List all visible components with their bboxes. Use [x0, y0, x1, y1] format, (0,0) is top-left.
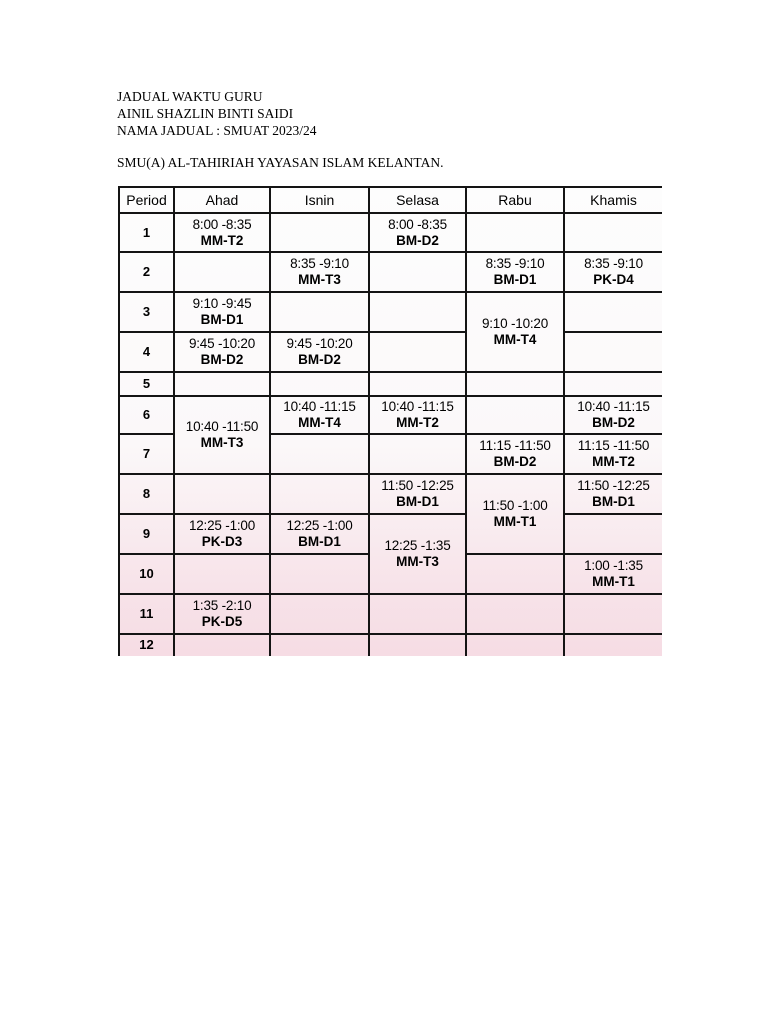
slot-time: 10:40 -11:15	[283, 399, 356, 414]
table-row	[119, 372, 662, 396]
slot-khamis-7	[564, 434, 662, 474]
empty-slot	[270, 292, 369, 332]
table-row	[119, 474, 662, 514]
slot-khamis-8	[564, 474, 662, 514]
empty-slot	[369, 332, 466, 372]
slot-class: BM-D1	[592, 494, 635, 509]
slot-class: MM-T2	[200, 232, 244, 248]
slot-class: BM-D2	[200, 352, 244, 367]
document-header	[117, 88, 317, 139]
empty-slot	[466, 634, 564, 656]
table-row	[119, 514, 662, 554]
slot-ahad-9	[174, 514, 270, 554]
document-title: JADUAL WAKTU GURU	[117, 89, 263, 104]
empty-slot	[564, 372, 662, 396]
slot-ahad-4	[174, 332, 270, 372]
empty-slot	[564, 634, 662, 656]
slot-time: 11:50 -12:25	[381, 478, 454, 493]
slot-rabu-3	[466, 292, 564, 372]
empty-slot	[564, 332, 662, 372]
slot-ahad-1	[174, 213, 270, 252]
slot-selasa-8	[369, 474, 466, 514]
slot-class: BM-D2	[493, 454, 537, 469]
empty-slot	[564, 213, 662, 252]
empty-slot	[174, 372, 270, 396]
slot-time: 10:40 -11:15	[381, 399, 454, 414]
slot-isnin-2	[270, 252, 369, 292]
col-header-isnin: Isnin	[270, 187, 369, 213]
slot-time: 11:15 -11:50	[577, 438, 650, 453]
period-number: 12	[119, 634, 174, 656]
slot-time: 8:00 -8:35	[192, 216, 252, 232]
table-row	[119, 292, 662, 332]
empty-slot	[270, 594, 369, 634]
slot-class: MM-T2	[592, 454, 635, 469]
empty-slot	[466, 372, 564, 396]
slot-time: 12:25 -1:00	[286, 518, 353, 533]
col-header-ahad: Ahad	[174, 187, 270, 213]
slot-class: MM-T3	[200, 435, 244, 450]
slot-class: MM-T3	[396, 554, 439, 569]
slot-class: BM-D1	[298, 534, 341, 549]
empty-slot	[564, 514, 662, 554]
slot-time: 11:50 -1:00	[482, 498, 548, 513]
table-row	[119, 594, 662, 634]
period-number: 2	[119, 252, 174, 292]
table-row	[119, 252, 662, 292]
slot-time: 12:25 -1:00	[188, 518, 256, 533]
slot-ahad-11	[174, 594, 270, 634]
slot-ahad-3	[174, 292, 270, 332]
col-header-rabu: Rabu	[466, 187, 564, 213]
slot-class: MM-T4	[493, 332, 537, 347]
table-row	[119, 396, 662, 434]
slot-selasa-6	[369, 396, 466, 434]
empty-slot	[369, 634, 466, 656]
slot-rabu-8	[466, 474, 564, 554]
empty-slot	[369, 252, 466, 292]
slot-rabu-2	[466, 252, 564, 292]
slot-class: BM-D2	[592, 415, 635, 430]
schedule-name: NAMA JADUAL : SMUAT 2023/24	[117, 123, 317, 138]
empty-slot	[174, 474, 270, 514]
slot-isnin-4	[270, 332, 369, 372]
empty-slot	[174, 634, 270, 656]
period-number: 4	[119, 332, 174, 372]
slot-ahad-6	[174, 396, 270, 474]
slot-class: BM-D1	[396, 494, 439, 509]
empty-slot	[369, 292, 466, 332]
slot-class: BM-D1	[493, 272, 537, 287]
slot-isnin-6	[270, 396, 369, 434]
slot-rabu-7	[466, 434, 564, 474]
school-name: SMU(A) AL-TAHIRIAH YAYASAN ISLAM KELANTAN.	[117, 155, 444, 170]
slot-khamis-10	[564, 554, 662, 594]
period-number: 1	[119, 213, 174, 252]
empty-slot	[270, 372, 369, 396]
empty-slot	[270, 213, 369, 252]
empty-slot	[564, 594, 662, 634]
slot-time: 9:10 -9:45	[192, 296, 252, 311]
slot-time: 11:50 -12:25	[577, 478, 650, 493]
empty-slot	[466, 396, 564, 434]
col-header-selasa: Selasa	[369, 187, 466, 213]
table-row	[119, 634, 662, 656]
slot-class: PK-D3	[201, 534, 243, 549]
empty-slot	[369, 594, 466, 634]
slot-khamis-6	[564, 396, 662, 434]
period-number: 9	[119, 514, 174, 554]
slot-class: BM-D2	[298, 352, 341, 367]
period-number: 11	[119, 594, 174, 634]
slot-class: BM-D1	[200, 312, 244, 327]
empty-slot	[270, 434, 369, 474]
timetable-scan	[118, 186, 662, 656]
slot-time: 8:35 -9:10	[485, 256, 545, 271]
slot-time: 9:10 -10:20	[481, 316, 549, 331]
slot-time: 1:35 -2:10	[192, 598, 252, 613]
period-number: 8	[119, 474, 174, 514]
slot-class: MM-T1	[592, 574, 635, 589]
teacher-name: AINIL SHAZLIN BINTI SAIDI	[117, 106, 294, 121]
empty-slot	[466, 594, 564, 634]
empty-slot	[466, 213, 564, 252]
col-header-period: Period	[119, 187, 174, 213]
slot-class: MM-T4	[298, 415, 341, 430]
period-number: 7	[119, 434, 174, 474]
slot-time: 9:45 -10:20	[188, 336, 256, 351]
slot-khamis-2	[564, 252, 662, 292]
slot-time: 9:45 -10:20	[286, 336, 353, 351]
slot-class: MM-T3	[298, 272, 341, 287]
slot-time: 12:25 -1:35	[384, 538, 451, 553]
slot-class: MM-T2	[396, 415, 439, 430]
empty-slot	[270, 554, 369, 594]
slot-time: 8:35 -9:10	[584, 256, 643, 271]
slot-time: 8:35 -9:10	[290, 256, 349, 271]
col-header-khamis: Khamis	[564, 187, 662, 213]
timetable	[118, 186, 662, 656]
empty-slot	[174, 554, 270, 594]
empty-slot	[174, 252, 270, 292]
table-row	[119, 332, 662, 372]
empty-slot	[270, 634, 369, 656]
slot-time: 1:00 -1:35	[584, 558, 643, 573]
slot-time: 8:00 -8:35	[388, 216, 447, 232]
header-row	[119, 187, 662, 213]
slot-class: PK-D5	[201, 614, 243, 629]
slot-selasa-1	[369, 213, 466, 252]
slot-isnin-9	[270, 514, 369, 554]
period-number: 3	[119, 292, 174, 332]
slot-time: 10:40 -11:15	[577, 399, 650, 414]
empty-slot	[270, 474, 369, 514]
period-number: 10	[119, 554, 174, 594]
empty-slot	[369, 372, 466, 396]
slot-class: PK-D4	[593, 272, 634, 287]
empty-slot	[369, 434, 466, 474]
period-number: 5	[119, 372, 174, 396]
table-row	[119, 213, 662, 252]
empty-slot	[564, 292, 662, 332]
slot-time: 11:15 -11:50	[479, 438, 551, 453]
period-number: 6	[119, 396, 174, 434]
slot-time: 10:40 -11:50	[185, 419, 259, 434]
slot-class: MM-T1	[493, 514, 537, 529]
slot-class: BM-D2	[396, 232, 439, 248]
empty-slot	[466, 554, 564, 594]
slot-selasa-9	[369, 514, 466, 594]
